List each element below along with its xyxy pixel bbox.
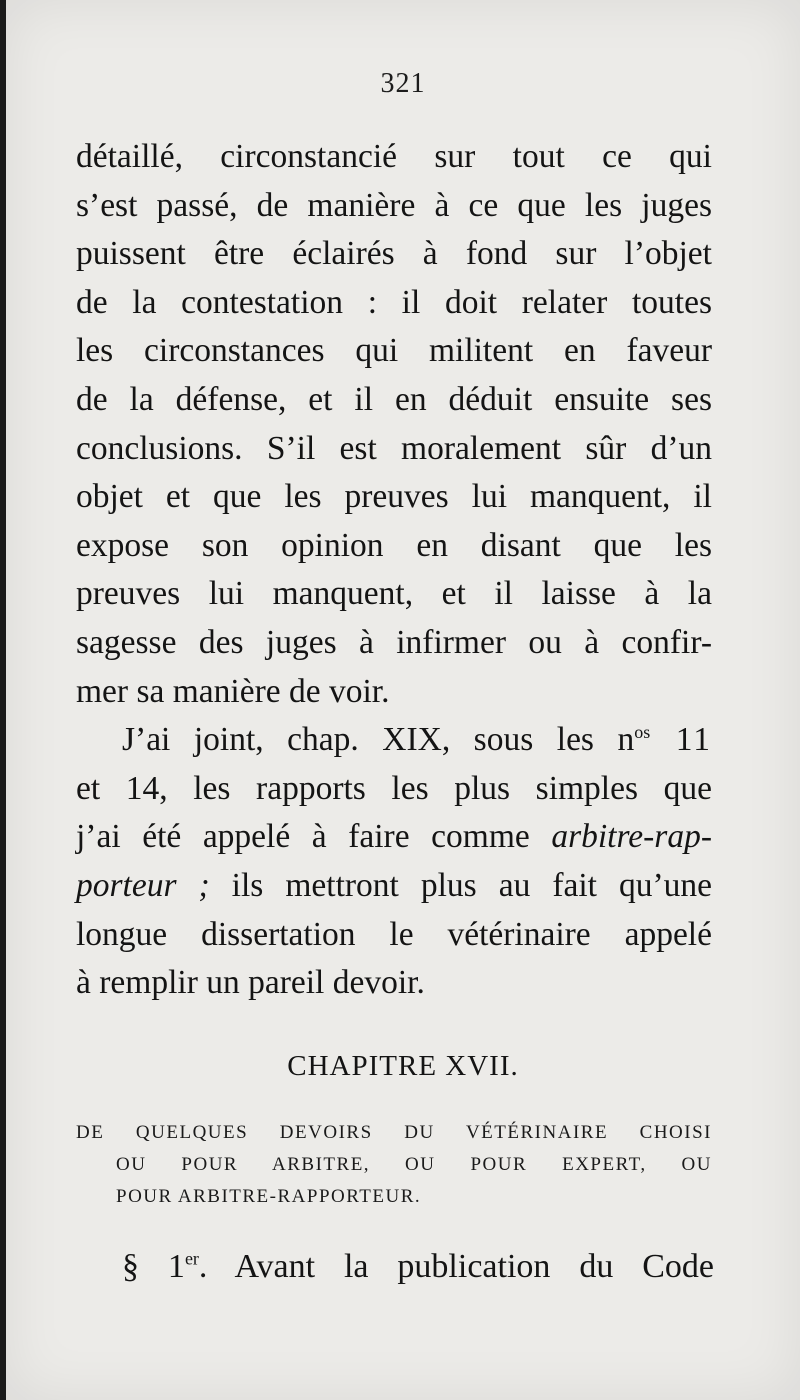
text-line bbox=[76, 862, 712, 911]
page-number: 321 bbox=[380, 68, 426, 99]
text-line: s’est passé, de manière à ce que les juges bbox=[76, 186, 712, 224]
text-line: les circonstances qui militent en faveur bbox=[76, 332, 712, 370]
chapter-subtitle bbox=[76, 1117, 712, 1213]
text-line: sagesse des juges à infirmer ou à confir- bbox=[76, 623, 712, 661]
book-page bbox=[6, 0, 800, 1400]
text-line: expose son opinion en disant que les bbox=[76, 526, 712, 564]
text-fragment: . Avant la publication du Code bbox=[198, 1248, 715, 1285]
chapter-title: CHAPITRE XVII. bbox=[287, 1050, 519, 1082]
italic-text: arbitre-rap- bbox=[551, 818, 712, 856]
text-line: détaillé, circonstancié sur tout ce qui bbox=[76, 138, 712, 175]
section-mark: § 1 bbox=[122, 1248, 185, 1285]
text-line: objet et que les preuves lui manquent, il bbox=[76, 478, 712, 516]
subtitle-line: DE QUELQUES DEVOIRS DU VÉTÉRINAIRE CHOISI bbox=[76, 1122, 712, 1143]
text-fragment: J’ai joint, chap. XIX, sous les n bbox=[122, 721, 635, 759]
text-line: et 14, les rapports les plus simples que bbox=[76, 769, 712, 807]
text-line bbox=[76, 813, 712, 862]
text-line: à remplir un pareil devoir. bbox=[76, 964, 425, 1002]
subtitle-line: OU POUR ARBITRE, OU POUR EXPERT, OU bbox=[116, 1154, 712, 1175]
text-fragment: ils mettront plus au fait qu’une bbox=[209, 866, 712, 904]
text-line: puissent être éclairés à fond sur l’objet bbox=[76, 235, 712, 273]
superscript: er bbox=[184, 1248, 199, 1269]
subtitle-line: POUR ARBITRE-RAPPORTEUR. bbox=[116, 1186, 422, 1207]
text-line: de la contestation : il doit relater toutes bbox=[76, 283, 712, 321]
text-line bbox=[76, 716, 712, 765]
text-fragment: 11 bbox=[650, 721, 712, 759]
main-text bbox=[76, 133, 712, 1008]
text-line: longue dissertation le vétérinaire appelé bbox=[76, 915, 712, 953]
text-fragment: j’ai été appelé à faire comme bbox=[76, 818, 552, 856]
text-line: preuves lui manquent, et il laisse à la bbox=[76, 575, 712, 613]
text-line: mer sa manière de voir. bbox=[76, 672, 390, 710]
text-line: conclusions. S’il est moralement sûr d’un bbox=[76, 429, 712, 467]
text-line: de la défense, et il en déduit ensuite ses bbox=[76, 380, 712, 418]
superscript: os bbox=[634, 721, 651, 742]
section-opening-line bbox=[122, 1248, 714, 1286]
italic-text: porteur ; bbox=[76, 866, 210, 904]
